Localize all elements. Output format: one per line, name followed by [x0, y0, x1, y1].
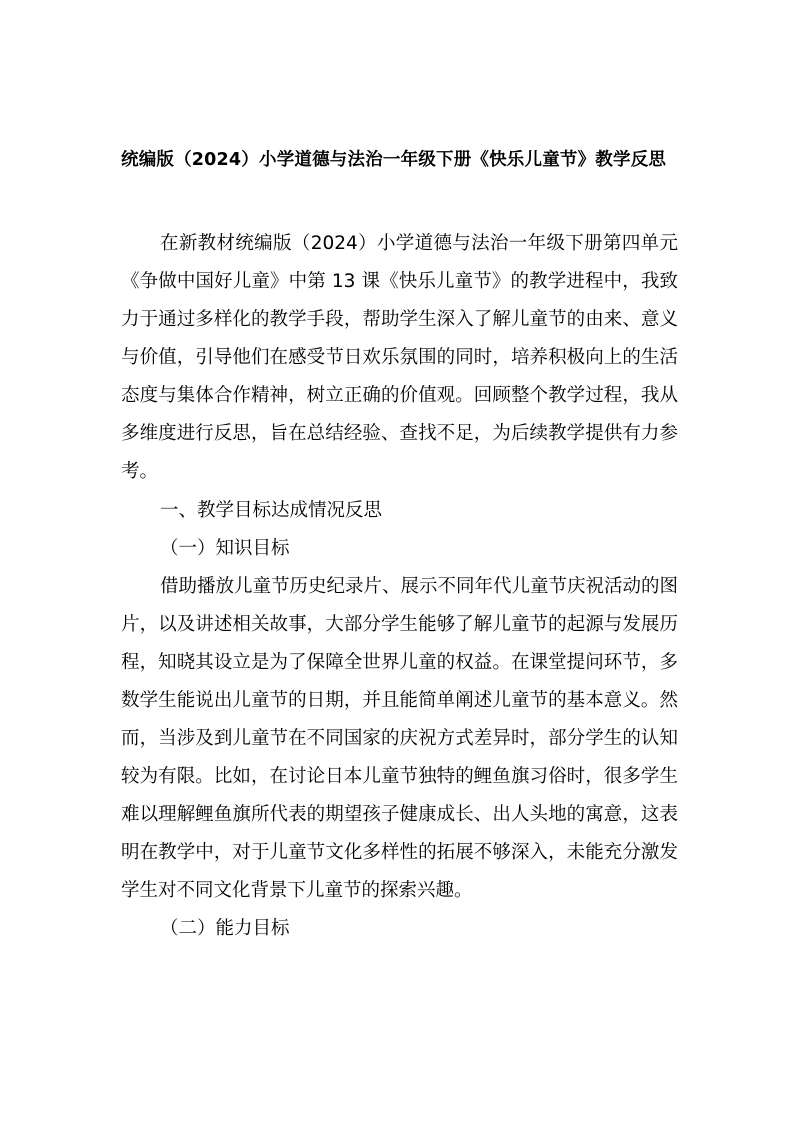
intro-line: 与价值，引导他们在感受节日欢乐氛围的同时，培养积极向上的生活 — [121, 347, 678, 368]
document-title: 统编版（2024）小学道德与法治一年级下册《快乐儿童节》教学反思 — [121, 150, 667, 170]
intro-line: 态度与集体合作精神，树立正确的价值观。回顾整个教学过程，我从 — [121, 385, 678, 406]
knowledge-line: 借助播放儿童节历史纪录片、展示不同年代儿童节庆祝活动的图 — [160, 576, 679, 597]
intro-line: 在新教材统编版（2024）小学道德与法治一年级下册第四单元 — [160, 233, 678, 254]
knowledge-line: 程，知晓其设立是为了保障全世界儿童的权益。在课堂提问环节，多 — [121, 652, 678, 673]
section-heading: 一、教学目标达成情况反思 — [160, 500, 383, 521]
knowledge-line: 较为有限。比如，在讨论日本儿童节独特的鲤鱼旗习俗时，很多学生 — [121, 766, 678, 787]
subsection-heading: （二）能力目标 — [160, 918, 290, 939]
knowledge-line: 难以理解鲤鱼旗所代表的期望孩子健康成长、出人头地的寓意，这表 — [121, 804, 678, 825]
intro-line: 考。 — [121, 461, 159, 482]
intro-line: 力于通过多样化的教学手段，帮助学生深入了解儿童节的由来、意义 — [121, 309, 678, 330]
subsection-heading: （一）知识目标 — [160, 538, 290, 559]
knowledge-line: 而，当涉及到儿童节在不同国家的庆祝方式差异时，部分学生的认知 — [121, 728, 678, 749]
knowledge-line: 学生对不同文化背景下儿童节的探索兴趣。 — [121, 880, 473, 901]
intro-line: 《争做中国好儿童》中第 13 课《快乐儿童节》的教学进程中，我致 — [121, 271, 678, 292]
intro-line: 多维度进行反思，旨在总结经验、查找不足，为后续教学提供有力参 — [121, 423, 678, 444]
knowledge-line: 片，以及讲述相关故事，大部分学生能够了解儿童节的起源与发展历 — [121, 614, 678, 635]
knowledge-line: 明在教学中，对于儿童节文化多样性的拓展不够深入，未能充分激发 — [121, 842, 678, 863]
knowledge-line: 数学生能说出儿童节的日期，并且能简单阐述儿童节的基本意义。然 — [121, 690, 678, 711]
